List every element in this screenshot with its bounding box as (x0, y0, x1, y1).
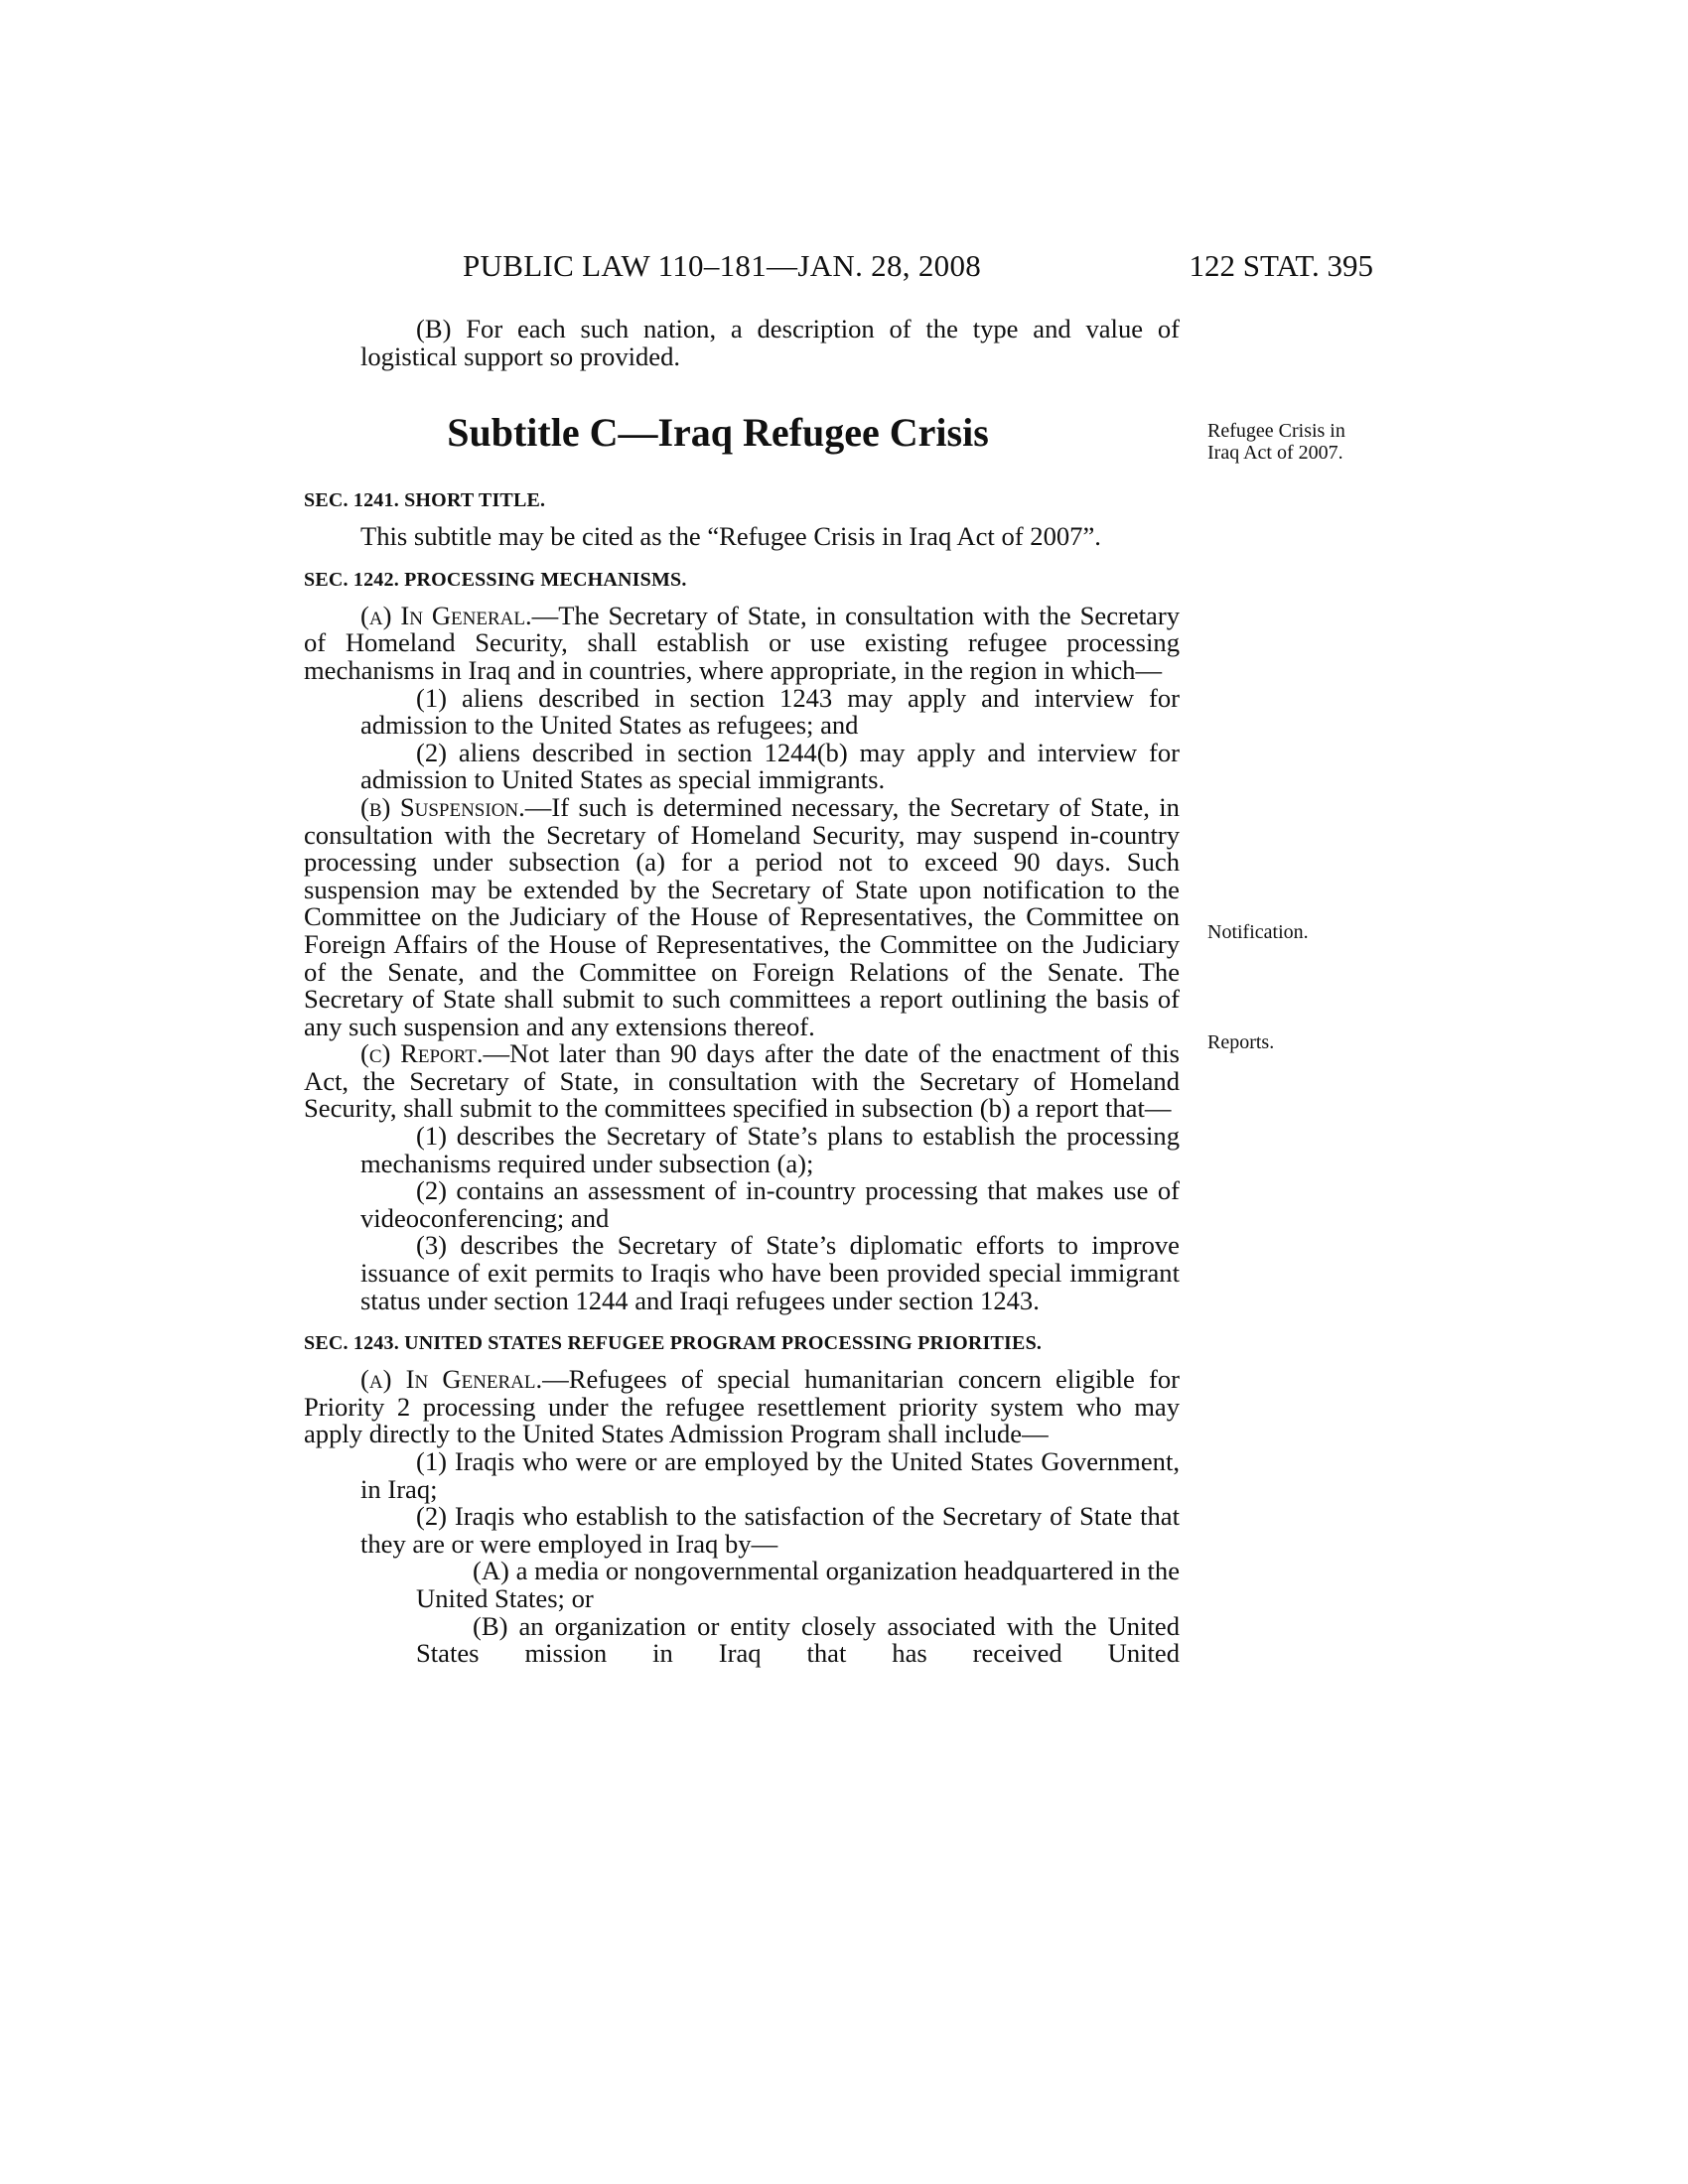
section-heading-1243: SEC. 1243. UNITED STATES REFUGEE PROGRAM PROCESSING PRIORITIES. (304, 1332, 1043, 1355)
subsection-text: —Refugees of special humanitarian concern eligible for Priority 2 processing under the refugee resettlement priority system who may apply directly to the United States Admission Program shall include— (304, 1364, 1180, 1449)
section-1242-c2: (2) contains an assessment of in-country processing that makes use of videoconferencing; and (360, 1175, 1180, 1233)
section-1243-subsection-a (304, 1366, 1180, 1448)
section-1242-c3: (3) describes the Secretary of State’s diplomatic efforts to improve issuance of exit permits to Iraqis who have been provided special immigrant status under section 1244 and Iraqi refugees under section 1243. (360, 1230, 1180, 1315)
subsection-text: —The Secretary of State, in consultation with the Secretary of Homeland Security, shall establish or use existing refugee processing mechanisms in Iraq and in countries, where appropriate, in the region in which— (304, 600, 1181, 685)
subtitle-heading: Subtitle C—Iraq Refugee Crisis (447, 410, 989, 456)
section-heading-1242: SEC. 1242. PROCESSING MECHANISMS. (304, 568, 687, 591)
subsection-label: (a) In General. (360, 1364, 543, 1395)
paragraph-b-logistics: (B) For each such nation, a description of the type and value of logistical support so provided. (360, 314, 1180, 371)
section-1243-a2B: (B) an organization or entity closely associated with the United States mission in Iraq that has received United (416, 1610, 1180, 1669)
section-heading-1241: SEC. 1241. SHORT TITLE. (304, 489, 546, 512)
page-number: 122 STAT. 395 (1189, 248, 1373, 283)
section-1243-a2A: (A) a media or nongovernmental organization headquartered in the United States; or (416, 1556, 1180, 1613)
margin-note-short-title (1207, 420, 1406, 464)
section-1242-c1: (1) describes the Secretary of State’s plans to establish the processing mechanisms required under subsection (a); (360, 1121, 1180, 1178)
subsection-label: (c) Report. (360, 1038, 484, 1069)
subsection-text: —If such is determined necessary, the Secretary of State, in consultation with the Secretary of Homeland Security, may suspend in-country processing under subsection (a) for a period not to exceed 90 days. Such suspension may be extended by the Secretary of State upon notification to the Committee on the Judiciary of the House of Representatives, the Committee on Foreign Affairs of the House of Representatives, the Committee on the Judiciary of the Senate, and the Committee on Foreign Relations of the Senate. The Secretary of State shall submit to such committees a report outlining the basis of any such suspension and any extensions thereof. (304, 791, 1180, 1041)
margin-note-line: Refugee Crisis in (1207, 420, 1345, 442)
section-1242-subsection-c (304, 1040, 1180, 1123)
section-1242-subsection-a (304, 600, 1181, 685)
section-1242-a1: (1) aliens described in section 1243 may apply and interview for admission to the United States as refugees; and (360, 682, 1180, 741)
main-text-column (304, 316, 1180, 1668)
margin-note-notification: Notification. (1207, 921, 1309, 943)
section-1242-a2: (2) aliens described in section 1244(b) may apply and interview for admission to United States as special immigrants. (360, 737, 1180, 795)
section-1241-text: This subtitle may be cited as the “Refugee Crisis in Iraq Act of 2007”. (360, 521, 1101, 552)
running-head: PUBLIC LAW 110–181—JAN. 28, 2008 (463, 248, 982, 283)
margin-note-reports: Reports. (1207, 1031, 1275, 1053)
margin-note-line: Iraq Act of 2007. (1207, 442, 1343, 464)
subsection-text: —Not later than 90 days after the date of the enactment of this Act, the Secretary of State, in consultation with the Secretary of Homeland Security, shall submit to the committees specified in subsection (b) a report that— (304, 1038, 1180, 1124)
subsection-label: (a) In General. (360, 600, 532, 630)
subsection-label: (b) Suspension. (360, 791, 525, 822)
section-1242-subsection-b (304, 791, 1180, 1041)
section-1243-a2: (2) Iraqis who establish to the satisfaction of the Secretary of State that they are or were employed in Iraq by— (360, 1501, 1180, 1559)
section-1243-a1: (1) Iraqis who were or are employed by the United States Government, in Iraq; (360, 1446, 1180, 1504)
